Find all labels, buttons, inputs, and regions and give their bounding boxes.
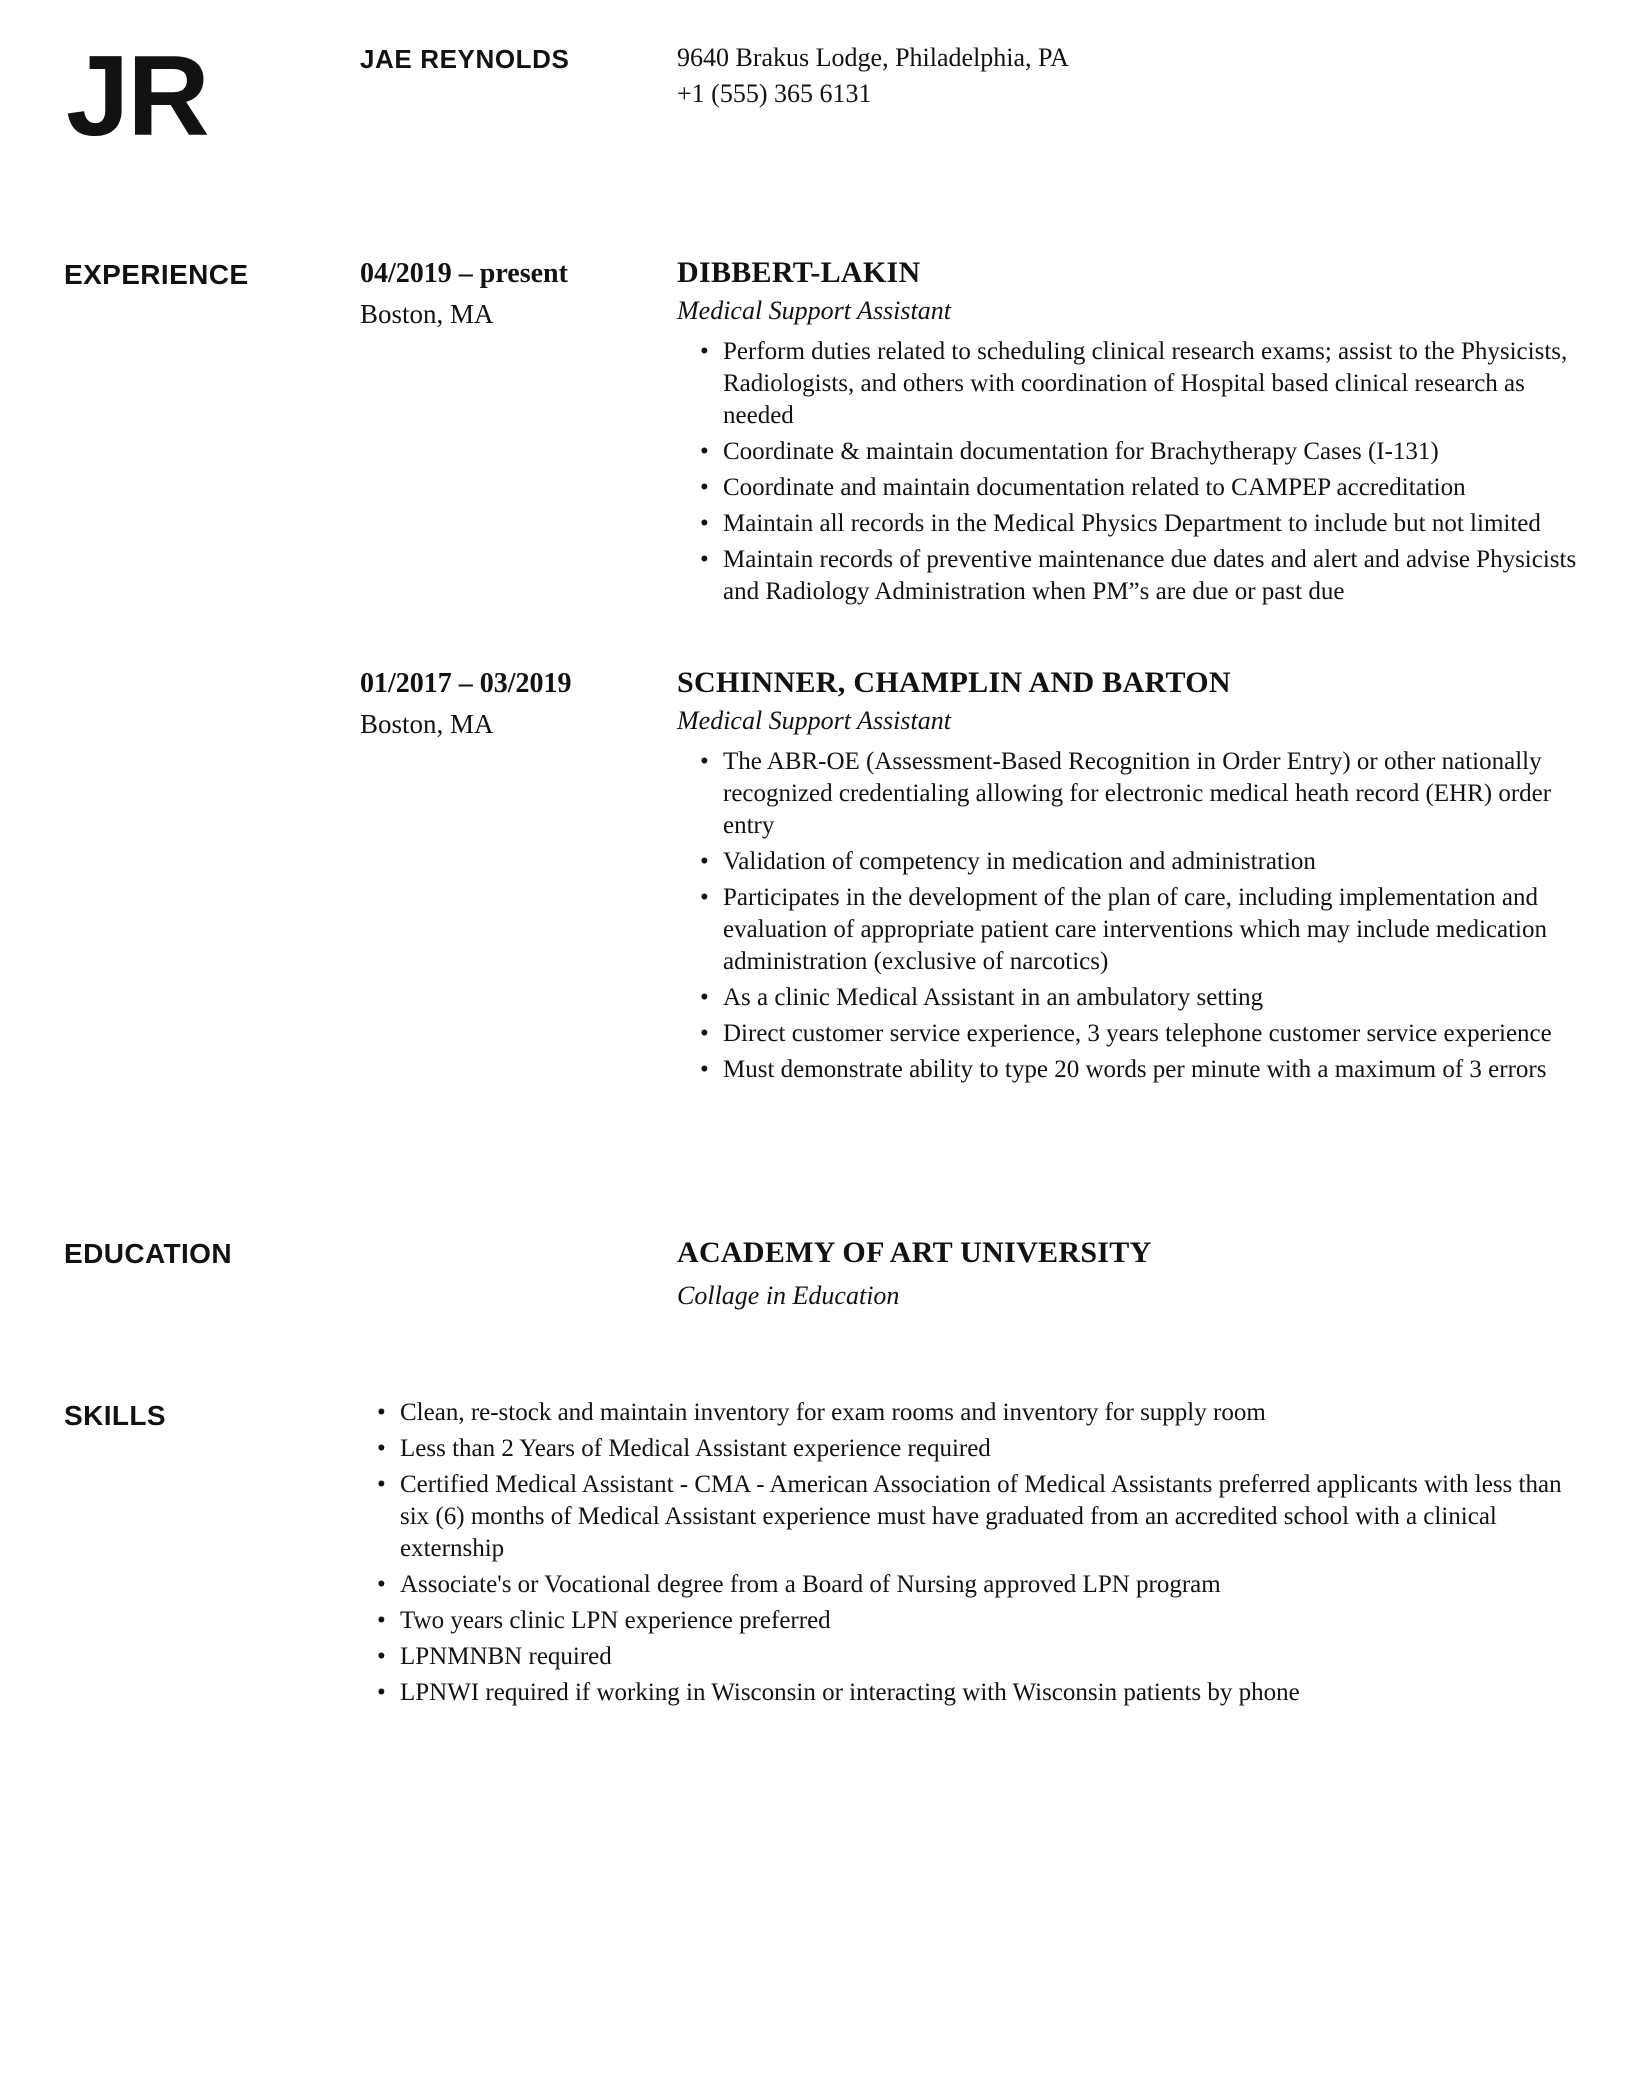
job-bullet-list bbox=[677, 336, 1590, 608]
bullet-item: • Validation of competency in medication and administration bbox=[723, 846, 1590, 878]
job1-meta bbox=[360, 256, 677, 331]
name-column bbox=[360, 40, 677, 75]
section-title-skills: SKILLS bbox=[64, 1400, 166, 1431]
resume-header bbox=[0, 33, 1632, 162]
bullet-item: • Must demonstrate ability to type 20 words per minute with a maximum of 3 errors bbox=[723, 1054, 1590, 1086]
company-name: DIBBERT-LAKIN bbox=[677, 256, 921, 289]
bullet-item: • Maintain all records in the Medical Physics Department to include but not limited bbox=[723, 508, 1590, 540]
skills-details bbox=[360, 1397, 1590, 1713]
bullet-item: • As a clinic Medical Assistant in an ambulatory setting bbox=[723, 982, 1590, 1014]
job-bullet-list bbox=[677, 746, 1590, 1086]
experience-label-column bbox=[64, 256, 360, 291]
school-name: ACADEMY OF ART UNIVERSITY bbox=[677, 1236, 1152, 1269]
bullet-item: • Associate's or Vocational degree from a Board of Nursing approved LPN program bbox=[400, 1569, 1565, 1601]
address-line: 9640 Brakus Lodge, Philadelphia, PA bbox=[677, 43, 1069, 72]
experience-job2 bbox=[0, 666, 1632, 1090]
bullet-item: • LPNWI required if working in Wisconsin or interacting with Wisconsin patients by phone bbox=[400, 1677, 1565, 1709]
bullet-item: • Clean, re-stock and maintain inventory for exam rooms and inventory for supply room bbox=[400, 1397, 1565, 1429]
skills-section bbox=[0, 1397, 1632, 1713]
experience-section bbox=[0, 256, 1632, 612]
candidate-name: JAE REYNOLDS bbox=[360, 44, 570, 74]
bullet-item: • Coordinate and maintain documentation related to CAMPEP accreditation bbox=[723, 472, 1590, 504]
phone-line: +1 (555) 365 6131 bbox=[677, 79, 872, 108]
job-title: Medical Support Assistant bbox=[677, 706, 951, 735]
skills-label-column bbox=[64, 1397, 360, 1432]
section-title-education: EDUCATION bbox=[64, 1238, 232, 1269]
monogram: JR bbox=[66, 33, 208, 160]
bullet-item: • Coordinate & maintain documentation for Brachytherapy Cases (I-131) bbox=[723, 436, 1590, 468]
education-details bbox=[677, 1235, 1590, 1313]
job2-details bbox=[677, 666, 1590, 1090]
bullet-item: • Participates in the development of the plan of care, including implementation and evaluation of appropriate patient care interventions which may include medication administration (exclusive of narcotics) bbox=[723, 882, 1590, 978]
job-location: Boston, MA bbox=[360, 709, 494, 739]
job1-details bbox=[677, 256, 1590, 612]
job-location: Boston, MA bbox=[360, 299, 494, 329]
education-section bbox=[0, 1235, 1632, 1313]
company-name: SCHINNER, CHAMPLIN AND BARTON bbox=[677, 666, 1231, 699]
bullet-item: • The ABR-OE (Assessment-Based Recognition in Order Entry) or other nationally recognized credentialing allowing for electronic medical heath record (EHR) order entry bbox=[723, 746, 1590, 842]
section-title-experience: EXPERIENCE bbox=[64, 259, 249, 290]
bullet-item: • Two years clinic LPN experience preferred bbox=[400, 1605, 1565, 1637]
bullet-item: • Certified Medical Assistant - CMA - American Association of Medical Assistants preferred applicants with less than six (6) months of Medical Assistant experience must have graduated from an accredited school with a clinical externship bbox=[400, 1469, 1565, 1565]
job-title: Medical Support Assistant bbox=[677, 296, 951, 325]
bullet-item: • Maintain records of preventive maintenance due dates and alert and advise Physicists and Radiology Administration when PM”s are due or past due bbox=[723, 544, 1590, 608]
job-dates: 04/2019 – present bbox=[360, 258, 568, 289]
degree-name: Collage in Education bbox=[677, 1281, 900, 1310]
contact-block bbox=[677, 40, 1590, 112]
skills-bullet-list bbox=[360, 1397, 1565, 1709]
bullet-item: • Perform duties related to scheduling clinical research exams; assist to the Physicists, Radiologists, and others with coordination of Hospital based clinical research as needed bbox=[723, 336, 1590, 432]
bullet-item: • LPNMNBN required bbox=[400, 1641, 1565, 1673]
education-label-column bbox=[64, 1235, 360, 1270]
bullet-item: • Less than 2 Years of Medical Assistant experience required bbox=[400, 1433, 1565, 1465]
job-dates: 01/2017 – 03/2019 bbox=[360, 668, 572, 699]
monogram-column bbox=[64, 33, 360, 160]
job2-meta bbox=[360, 666, 677, 741]
bullet-item: • Direct customer service experience, 3 years telephone customer service experience bbox=[723, 1018, 1590, 1050]
